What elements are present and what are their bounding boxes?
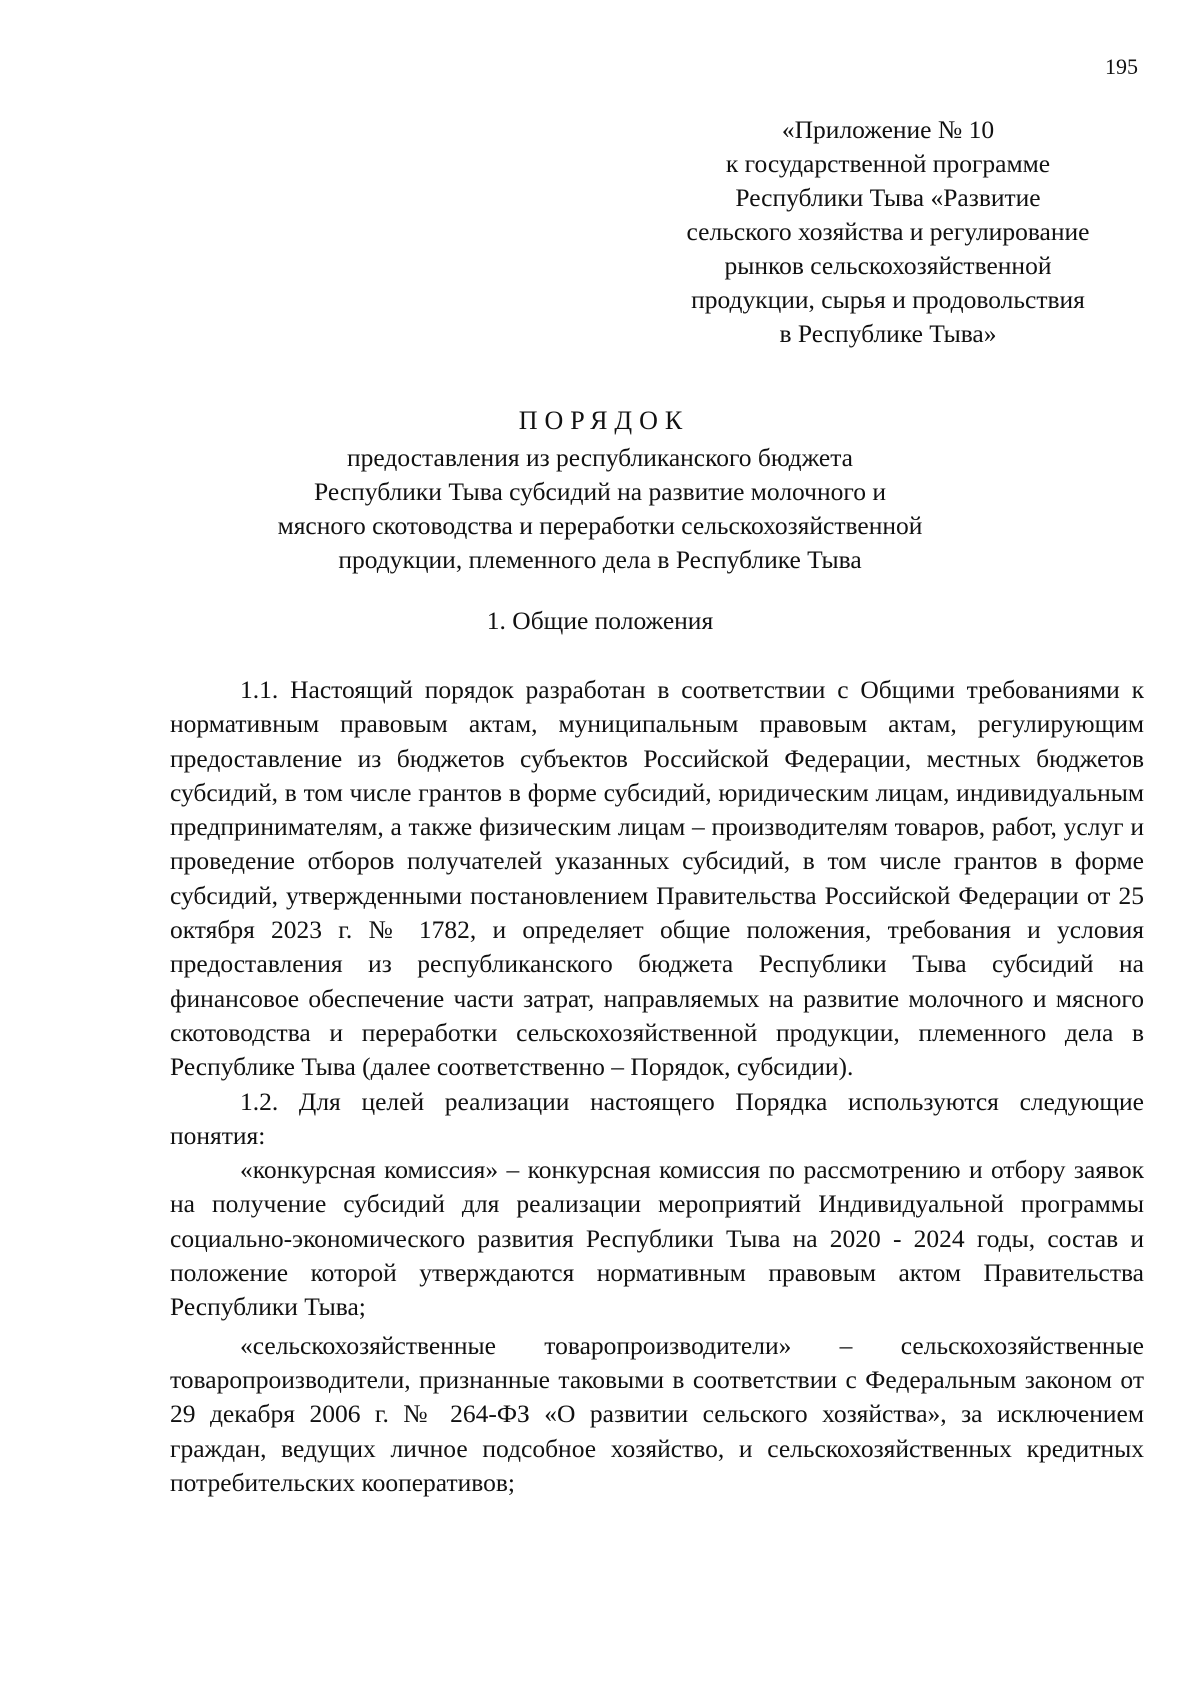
definition-competition-commission: «конкурсная комиссия» – конкурсная комиссия по рассмотрению и отбору заявок на получение субсидий для реализации мероприятий Индивидуальной программы социально-экономического развития Республики Тыва на 2020 - 2024 годы, состав и положение которой утверждаются нормативным правовым актом Правительства Республики Тыва; <box>170 1155 1144 1322</box>
document-subtitle <box>0 441 1200 577</box>
section-body <box>170 673 1144 1500</box>
appendix-line: «Приложение № 10 <box>781 115 995 144</box>
appendix-block <box>648 113 1128 351</box>
subtitle-line: Республики Тыва субсидий на развитие молочного и <box>314 477 886 506</box>
definition-agricultural-producers: «сельскохозяйственные товаропроизводители» – сельскохозяйственные товаропроизводители, признанные таковыми в соответствии с Федеральным законом от 29 декабря 2006 г. № 264-ФЗ «О развитии сельского хозяйства», за исключением граждан, ведущих личное подсобное хозяйство, и сельскохозяйственных кредитных потребительских кооперативов; <box>170 1330 1144 1497</box>
subtitle-line: продукции, племенного дела в Республике Тыва <box>338 545 862 574</box>
paragraph-1-2: 1.2. Для целей реализации настоящего Порядка используются следующие понятия: <box>170 1086 1144 1150</box>
subtitle-line: мясного скотоводства и переработки сельскохозяйственной <box>277 511 923 540</box>
appendix-line: сельского хозяйства и регулирование <box>686 217 1090 246</box>
document-title: ПОРЯДОК <box>518 406 690 435</box>
section-heading: 1. Общие положения <box>486 606 714 635</box>
paragraph-1-1: 1.1. Настоящий порядок разработан в соответствии с Общими требованиями к нормативным правовым актам, муниципальным правовым актам, регулирующим предоставление из бюджетов субъектов Российской Федерации, местных бюджетов субсидий, в том числе грантов в форме субсидий, юридическим лицам, индивидуальным предпринимателям, а также физическим лицам – производителям товаров, работ, услуг и проведение отборов получателей указанных субсидий, в том числе грантов в форме субсидий, утвержденными постановлением Правительства Российской Федерации от 25 октября 2023 г. № 1782, и определяет общие положения, требования и условия предоставления из республиканского бюджета Республики Тыва субсидий на финансовое обеспечение части затрат, направляемых на развитие молочного и мясного скотоводства и переработки сельскохозяйственной продукции, племенного дела в Республике Тыва (далее соответственно – Порядок, субсидии). <box>170 675 1144 1082</box>
page-number: 195 <box>1105 54 1138 79</box>
appendix-line: Республики Тыва «Развитие <box>735 183 1041 212</box>
appendix-line: продукции, сырья и продовольствия <box>691 285 1085 314</box>
subtitle-line: предоставления из республиканского бюджета <box>346 443 853 472</box>
appendix-line: к государственной программе <box>725 149 1051 178</box>
appendix-line: в Республике Тыва» <box>779 319 997 348</box>
appendix-line: рынков сельскохозяйственной <box>724 251 1052 280</box>
